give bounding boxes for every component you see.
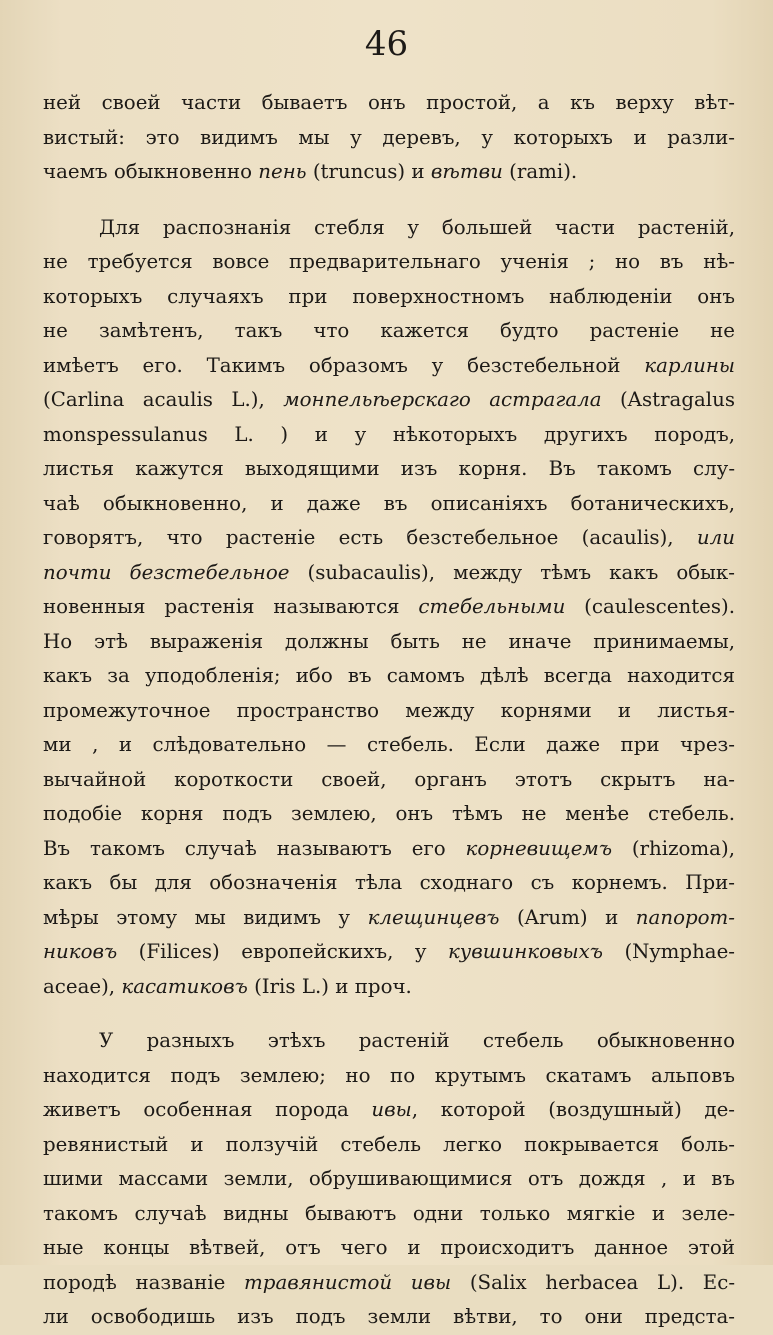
italic-term: карлины xyxy=(644,353,735,377)
italic-term: монпельѣерскаго астрагала xyxy=(283,388,602,411)
body-text xyxy=(43,86,735,1335)
text-line: такомъ случаѣ видны бываютъ одни только мягкіе и зеле- xyxy=(43,1201,735,1225)
text-line: не требуется вовсе предварительнаго ученія ; но въ нѣ- xyxy=(43,250,735,273)
text-line: говорятъ, что растеніе есть безстебельное (acaulis), или xyxy=(43,526,735,549)
text-line: породѣ названіе травянистой ивы (Salix herbacea L). Ес- xyxy=(43,1270,736,1294)
text-line: (Carlina acaulis L.), монпельѣерскаго астрагала (Astragalus xyxy=(43,388,735,411)
text-line: ней своей части бываетъ онъ простой, а къ верху вѣт- xyxy=(43,91,735,114)
italic-term: никовъ xyxy=(43,940,118,963)
text-line: не замѣтенъ, такъ что кажется будто растеніе не xyxy=(43,319,735,342)
text-line: имѣетъ его. Такимъ образомъ у безстебельной карлины xyxy=(43,353,735,377)
text-line: Въ такомъ случаѣ называютъ его корневищемъ (rhizoma), xyxy=(43,836,735,860)
italic-term: или xyxy=(696,526,735,549)
italic-term: травянистой ивы xyxy=(244,1270,452,1294)
italic-term: стебельными xyxy=(418,595,566,618)
text-line: промежуточное пространство между корнями и листья- xyxy=(43,698,735,722)
paragraph xyxy=(43,86,735,190)
text-line: Но этѣ выраженія должны быть не иначе принимаемы, xyxy=(43,629,735,653)
text-line: чаѣ обыкновенно, и даже въ описаніяхъ ботаническихъ, xyxy=(43,491,735,515)
italic-term: клещинцевъ xyxy=(367,905,500,929)
italic-term: касатиковъ xyxy=(121,974,248,998)
page-number: 46 xyxy=(364,24,409,64)
text-line: вычайной короткости своей, органъ этотъ скрытъ на- xyxy=(43,767,735,791)
text-line: подобіе корня подъ землею, онъ тѣмъ не менѣе стебель. xyxy=(43,802,735,825)
text-line: никовъ (Filices) европейскихъ, у кувшинковыхъ (Nymphae- xyxy=(43,940,735,963)
italic-term: пень xyxy=(258,160,307,183)
text-line: живетъ особенная порода ивы, которой (воздушный) де- xyxy=(43,1098,735,1121)
italic-term: кувшинковыхъ xyxy=(447,940,603,963)
text-line: ли освободишь изъ подъ земли вѣтви, то они предста- xyxy=(43,1305,735,1328)
text-line: почти безстебельное (subacaulis), между тѣмъ какъ обык- xyxy=(43,560,735,584)
text-line: ревянистый и ползучій стебель легко покрывается боль- xyxy=(43,1132,735,1156)
italic-term: вѣтви xyxy=(430,160,503,183)
paragraph xyxy=(43,1024,735,1335)
text-line: шими массами земли, обрушивающимися отъ дождя , и въ xyxy=(43,1167,735,1190)
text-line: мѣры этому мы видимъ у клещинцевъ (Arum) и папорот- xyxy=(43,905,735,929)
italic-term: ивы xyxy=(371,1098,412,1121)
text-line: какъ за уподобленія; ибо въ самомъ дѣлѣ всегда находится xyxy=(43,664,735,687)
text-line: aceae), касатиковъ (Iris L.) и проч. xyxy=(43,974,412,998)
text-line: какъ бы для обозначенія тѣла сходнаго съ корнемъ. При- xyxy=(43,871,735,894)
text-line: monspessulanus L. ) и у нѣкоторыхъ другихъ породъ, xyxy=(43,422,735,446)
text-line: новенныя растенія называются стебельными (caulescentes). xyxy=(43,595,736,618)
text-line: У разныхъ этѣхъ растеній стебель обыкновенно xyxy=(99,1029,735,1052)
text-line: Для распознанія стебля у большей части растеній, xyxy=(99,215,735,239)
text-line: листья кажутся выходящими изъ корня. Въ такомъ слу- xyxy=(43,457,735,480)
text-line: которыхъ случаяхъ при поверхностномъ наблюденіи онъ xyxy=(43,284,735,308)
text-line: ми , и слѣдовательно — стебель. Если даже при чрез- xyxy=(43,733,735,756)
text-line: ные концы вѣтвей, отъ чего и происходитъ данное этой xyxy=(43,1236,735,1259)
italic-term: папорот- xyxy=(635,905,735,929)
text-line: находится подъ землею; но по крутымъ скатамъ альповъ xyxy=(43,1063,735,1087)
text-line: чаемъ обыкновенно пень (truncus) и вѣтви (rami). xyxy=(43,160,578,183)
paragraph-gap xyxy=(43,1004,735,1024)
text-line: вистый: это видимъ мы у деревъ, у которыхъ и разли- xyxy=(43,125,735,149)
paragraph xyxy=(43,211,735,1005)
paragraph-gap xyxy=(43,190,735,211)
italic-term: почти безстебельное xyxy=(43,560,290,584)
italic-term: корневищемъ xyxy=(465,836,613,860)
